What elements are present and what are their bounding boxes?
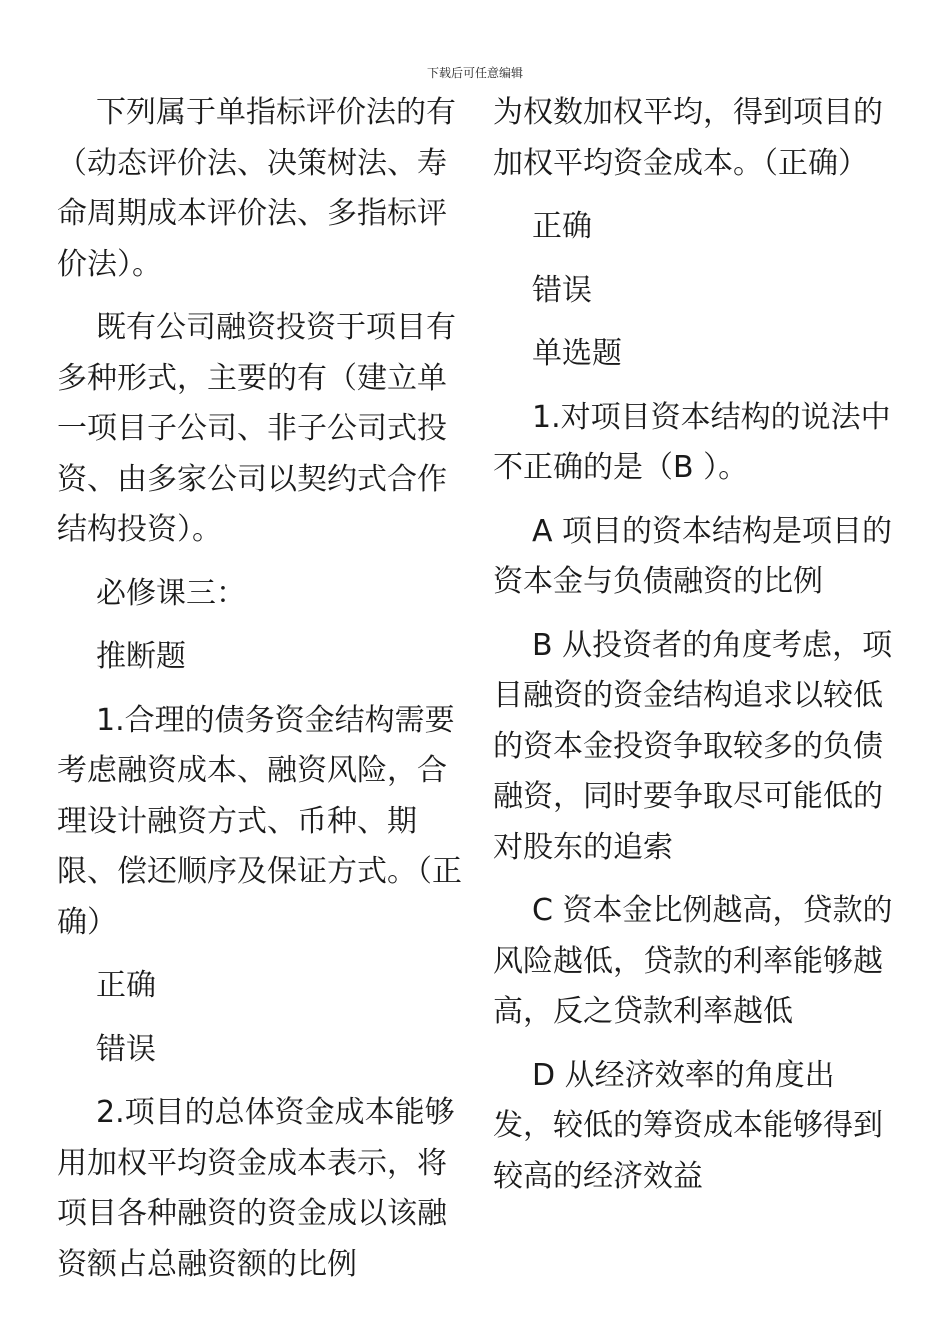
question-2-continuation: 为权数加权平均，得到项目的加权平均资金成本。（正确） <box>493 95 883 181</box>
answer-option-wrong: 错误 <box>96 1031 156 1067</box>
answer-option-wrong: 错误 <box>532 272 592 308</box>
section-heading-judgment-questions: 推断题 <box>96 639 186 674</box>
section-heading-required-course-3: 必修课三： <box>96 575 246 611</box>
single-choice-question-1: 1.对项目资本结构的说法中不正确的是（B ）。 <box>493 399 891 485</box>
section-heading-single-choice: 单选题 <box>532 336 622 371</box>
choice-option-a: A 项目的资本结构是项目的资本金与负债融资的比例 <box>493 513 893 599</box>
left-column <box>57 88 467 1303</box>
paragraph-single-indicator-methods: 下列属于单指标评价法的有（动态评价法、决策树法、寿命周期成本评价法、多指标评价法）。 <box>57 95 456 282</box>
question-2-weighted-capital-cost: 2.项目的总体资金成本能够用加权平均资金成本表示，将项目各种融资的资金成以该融资额占总融资额的比例 <box>57 1095 455 1282</box>
page-header: 下载后可任意编辑 <box>426 66 523 80</box>
paragraph-existing-company-financing: 既有公司融资投资于项目有多种形式，主要的有（建立单一项目子公司、非子公司式投资、由多家公司以契约式合作结构投资）。 <box>57 310 456 547</box>
answer-option-correct: 正确 <box>96 968 156 1003</box>
right-column <box>493 88 893 1215</box>
question-1-debt-structure: 1.合理的债务资金结构需要考虑融资成本、融资风险，合理设计融资方式、币种、期限、偿还顺序及保证方式。（正确） <box>57 702 462 940</box>
choice-option-c: C 资本金比例越高，贷款的风险越低，贷款的利率能够越高，反之贷款利率越低 <box>493 893 893 1029</box>
answer-option-correct: 正确 <box>532 209 592 244</box>
choice-option-d: D 从经济效率的角度出发，较低的筹资成本能够得到较高的经济效益 <box>493 1057 883 1194</box>
choice-option-b: B 从投资者的角度考虑，项目融资的资金结构追求以较低的资本金投资争取较多的负债融资，同时要争取尽可能低的对股东的追索 <box>493 627 893 865</box>
